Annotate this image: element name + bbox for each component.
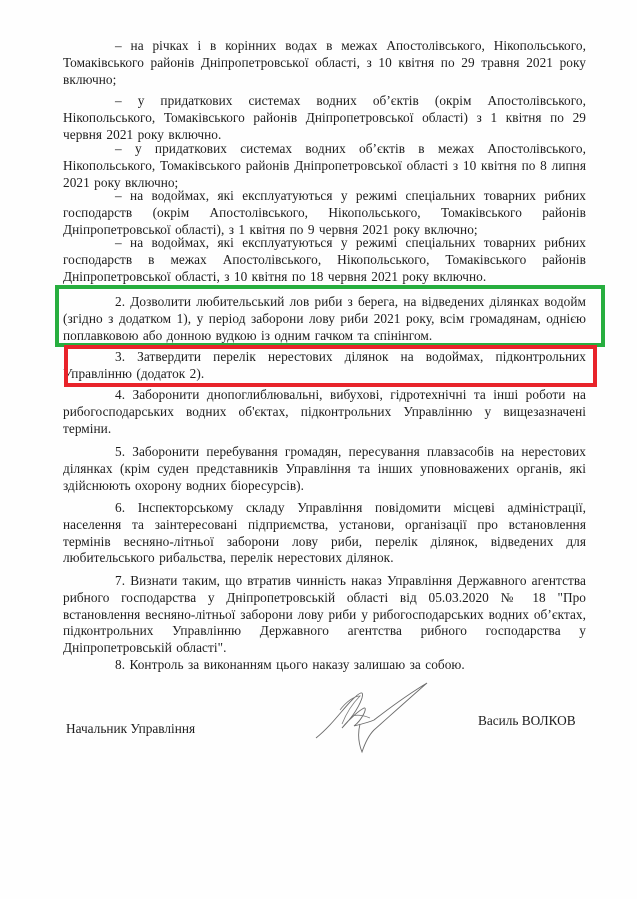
- paragraph-commercial-fisheries-outside: – на водоймах, які експлуатуються у режимі спеціальних товарних рибних господарств (окрім Апостолівського, Нікопольського, Томаківського районів Дніпропетровської області), з 1 квітня по 9 червня 2021 року включно;: [63, 188, 586, 237]
- handwritten-signature: [312, 680, 432, 755]
- paragraph-item-2-amateur-fishing: 2. Дозволити любительський лов риби з берега, на відведених ділянках водойм (згідно з додатком 1), у період заборони лову риби 2021 року, всім громадянам, однією поплавковою або донною вудкою із одним гачком та спінінгом.: [63, 294, 586, 343]
- signatory-position: Начальник Управління: [66, 721, 196, 736]
- paragraph-rivers-ban: – на річках і в корінних водах в межах Апостолівського, Нікопольського, Томаківського районів Дніпропетровської області, з 10 квітня по 29 травня 2021 року включно;: [63, 38, 586, 87]
- paragraph-item-7-revocation: 7. Визнати таким, що втратив чинність наказ Управління Державного агентства рибного господарства у Дніпропетровській області від 05.03.2020 № 18 "Про встановлення весняно-літньої заборони лову риби у рибогосподарських водних об’єктах, підконтрольних Управлінню Державного агентства рибного господарства у Дніпропетровській області".: [63, 573, 586, 656]
- paragraph-item-8-control: 8. Контроль за виконанням цього наказу залишаю за собою.: [115, 657, 465, 672]
- paragraph-auxiliary-systems-within: – у придаткових системах водних об’єктів в межах Апостолівського, Нікопольського, Томаківського районів Дніпропетровської області з 10 квітня по 8 липня 2021 року включно;: [63, 141, 586, 190]
- paragraph-item-3-spawning-sites: 3. Затвердити перелік нерестових ділянок на водоймах, підконтрольних Управлінню (додаток 2).: [63, 349, 586, 381]
- paragraph-commercial-fisheries-within: – на водоймах, які експлуатуються у режимі спеціальних товарних рибних господарств в межах Апостолівського, Нікопольського, Томаківського районів Дніпропетровської області, з 10 квітня по 18 червня 2021 року включно.: [63, 235, 586, 284]
- paragraph-item-6-notification: 6. Інспекторському складу Управління повідомити місцеві адміністрації, населення та заінтересовані підприємства, установи, організації про встановлення термінів весняно-літньої заборони лову риби, перелік ділянок, відведених для любительського рибальства, перелік нерестових ділянок.: [63, 500, 586, 566]
- signatory-name: Василь ВОЛКОВ: [478, 713, 576, 728]
- paragraph-item-5-presence-ban: 5. Заборонити перебування громадян, пересування плавзасобів на нерестових ділянках (крім суден представників Управління та інших уповноважених органів, які здійснюють охорону водних біоресурсів).: [63, 444, 586, 493]
- paragraph-item-4-works-ban: 4. Заборонити днопоглиблювальні, вибухові, гідротехнічні та інші роботи на рибогосподарських водних об'єктах, підконтрольних Управлінню у вищезазначені терміни.: [63, 387, 586, 436]
- paragraph-auxiliary-systems-outside: – у придаткових системах водних об’єктів (окрім Апостолівського, Нікопольського, Томаківського районів Дніпропетровської області) з 1 квітня по 29 червня 2021 року включно.: [63, 93, 586, 142]
